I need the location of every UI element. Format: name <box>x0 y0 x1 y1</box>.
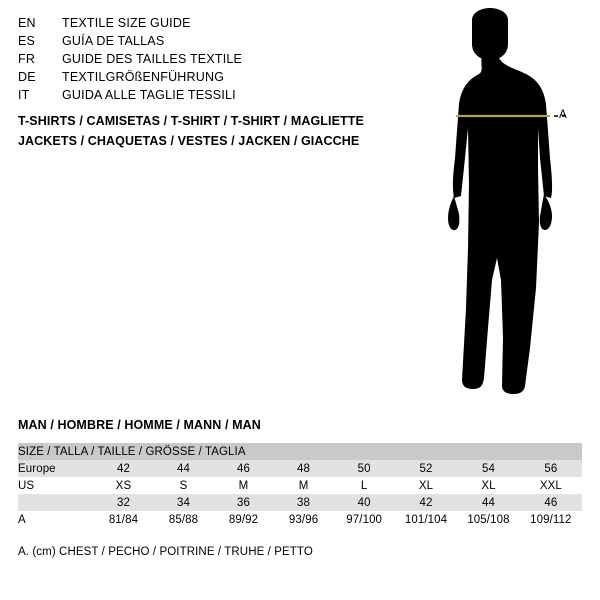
language-row <box>18 50 418 68</box>
language-code: FR <box>18 52 36 66</box>
cell: M <box>238 479 249 492</box>
cell: XL <box>418 479 434 492</box>
cell: 105/108 <box>467 513 510 526</box>
cell: 56 <box>544 462 558 475</box>
cell: 46 <box>544 496 558 509</box>
cell: 54 <box>481 462 495 475</box>
cell: 40 <box>357 496 371 509</box>
cell: 44 <box>481 496 495 509</box>
language-code: ES <box>18 34 36 48</box>
cell: 81/84 <box>108 513 139 526</box>
cell: 52 <box>419 462 433 475</box>
cell: 34 <box>176 496 190 509</box>
language-row <box>18 86 418 104</box>
cell: XL <box>481 479 496 492</box>
size-table <box>18 443 582 528</box>
language-text: TEXTILGRÖßENFÜHRUNG <box>62 70 225 84</box>
cell: 36 <box>237 496 251 509</box>
row-label: US <box>18 479 35 492</box>
cell: 42 <box>419 496 433 509</box>
body-figure <box>410 8 600 408</box>
language-code: IT <box>18 88 30 102</box>
cell: 101/104 <box>404 513 448 526</box>
cell: 42 <box>116 462 130 475</box>
language-row <box>18 32 418 50</box>
row-label <box>18 494 93 511</box>
table-row <box>18 477 582 494</box>
language-row <box>18 14 418 32</box>
table-header-row <box>18 443 582 460</box>
cell: S <box>179 479 188 492</box>
row-label: A <box>18 513 26 526</box>
table-header-label: SIZE / TALLA / TAILLE / GRÖSSE / TAGLIA <box>18 445 246 458</box>
language-row <box>18 68 418 86</box>
category-jackets: JACKETS / CHAQUETAS / VESTES / JACKEN / GIACCHE <box>18 134 360 148</box>
cell: 44 <box>176 462 190 475</box>
language-list <box>18 14 418 104</box>
category-tshirts: T-SHIRTS / CAMISETAS / T-SHIRT / T-SHIRT / MAGLIETTE <box>18 114 364 128</box>
language-text: GUÍA DE TALLAS <box>62 34 165 48</box>
cell: M <box>298 479 309 492</box>
table-row <box>18 494 582 511</box>
garment-categories <box>18 111 438 151</box>
cell: XS <box>115 479 132 492</box>
language-text: GUIDE DES TAILLES TEXTILE <box>62 52 243 66</box>
cell: 97/100 <box>346 513 383 526</box>
table-row <box>18 460 582 477</box>
language-text: GUIDA ALLE TAGLIE TESSILI <box>62 88 236 102</box>
cell: XXL <box>539 479 562 492</box>
cell: 85/88 <box>168 513 199 526</box>
cell: 50 <box>357 462 371 475</box>
table-footnote: A. (cm) CHEST / PECHO / POITRINE / TRUHE / PETTO <box>18 546 313 558</box>
cell: 38 <box>297 496 311 509</box>
cell: 32 <box>116 496 130 509</box>
language-text: TEXTILE SIZE GUIDE <box>62 16 191 30</box>
measure-label-a: A <box>559 109 568 121</box>
cell: 93/96 <box>288 513 319 526</box>
cell: 89/92 <box>228 513 259 526</box>
language-code: DE <box>18 70 36 84</box>
cell: 48 <box>297 462 311 475</box>
cell: 109/112 <box>530 513 572 526</box>
row-label: Europe <box>18 462 56 475</box>
table-row <box>18 511 582 528</box>
table-title: MAN / HOMBRE / HOMME / MANN / MAN <box>18 418 261 432</box>
language-code: EN <box>18 16 36 30</box>
male-silhouette-icon <box>410 8 600 408</box>
cell: L <box>360 479 368 492</box>
cell: 46 <box>237 462 251 475</box>
